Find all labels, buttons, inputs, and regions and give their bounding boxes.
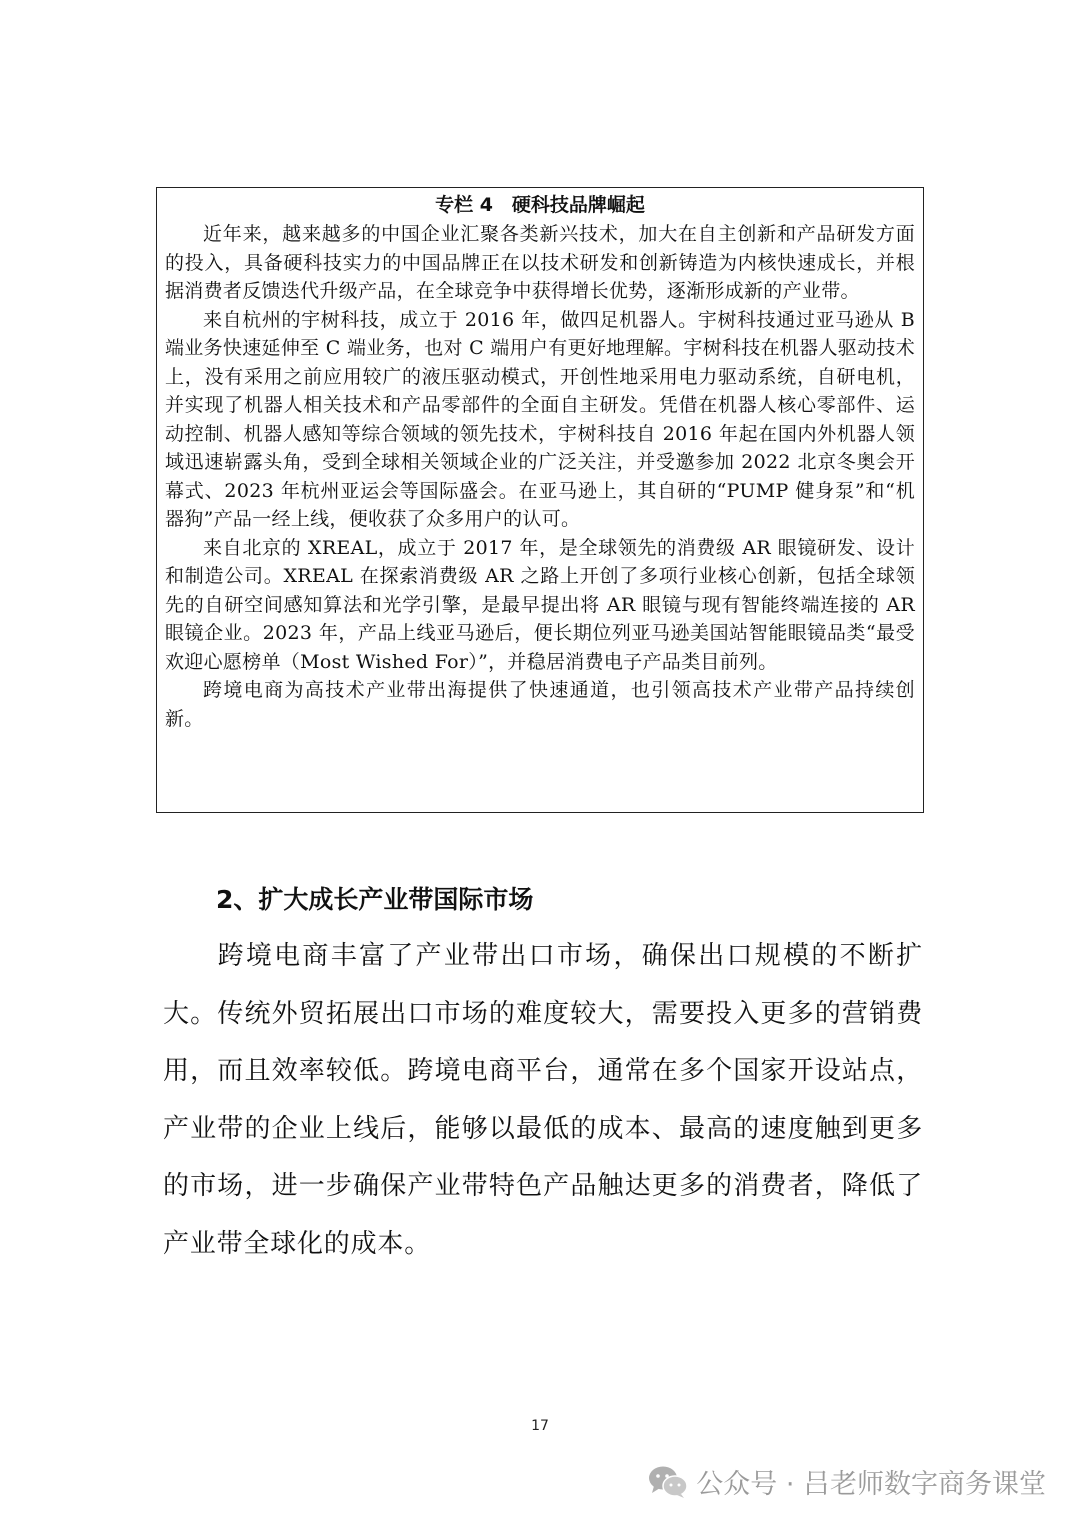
- box-paragraph-unitree: 来自杭州的宇树科技，成立于 2016 年，做四足机器人。宇树科技通过亚马逊从 B 端业务快速延伸至 C 端业务，也对 C 端用户有更好地理解。宇树科技在机器人驱动技术上，没有采用之前应用较广的液压驱动模式，开创性地采用电力驱动系统，自研电机，并实现了机器人相关技术和产品零部件的全面自主研发。凭借在机器人核心零部件、运动控制、机器人感知等综合领域的领先技术，宇树科技自 2016 年起在国内外机器人领域迅速崭露头角，受到全球相关领域企业的广泛关注，并受邀参加 2022 北京冬奥会开幕式、2023 年杭州亚运会等国际盛会。在亚马逊上，其自研的“PUMP 健身泵”和“机器狗”产品一经上线，便收获了众多用户的认可。: [165, 308, 915, 530]
- wechat-icon: [648, 1465, 688, 1499]
- box-title: 专栏 4 硬科技品牌崛起: [435, 194, 645, 216]
- watermark-text: 公众号 · 吕老师数字商务课堂: [696, 1469, 1046, 1500]
- sidebar-box: [156, 187, 924, 813]
- section-body-paragraph: 跨境电商丰富了产业带出口市场，确保出口规模的不断扩大。传统外贸拓展出口市场的难度较大，需要投入更多的营销费用，而且效率较低。跨境电商平台，通常在多个国家开设站点，产业带的企业上线后，能够以最低的成本、最高的速度触到更多的市场，进一步确保产业带特色产品触达更多的消费者，降低了产业带全球化的成本。: [163, 941, 923, 1259]
- box-paragraph-conclusion: 跨境电商为高技术产业带出海提供了快速通道，也引领高技术产业带产品持续创新。: [165, 679, 915, 730]
- section-heading: 2、扩大成长产业带国际市场: [216, 885, 534, 914]
- box-paragraph-xreal: 来自北京的 XREAL，成立于 2017 年，是全球领先的消费级 AR 眼镜研发、设计和制造公司。XREAL 在探索消费级 AR 之路上开创了多项行业核心创新，包括全球领先的自研空间感知算法和光学引擎，是最早提出将 AR 眼镜与现有智能终端连接的 AR 眼镜企业。2023 年，产品上线亚马逊后，便长期位列亚马逊美国站智能眼镜品类“最受欢迎心愿榜单（Most Wished For）”，并稳居消费电子产品类目前列。: [165, 536, 915, 673]
- watermark: [648, 1462, 1046, 1501]
- page-number: 17: [531, 1418, 549, 1434]
- box-paragraph-intro: 近年来，越来越多的中国企业汇聚各类新兴技术，加大在自主创新和产品研发方面的投入，具备硬科技实力的中国品牌正在以技术研发和创新铸造为内核快速成长，并根据消费者反馈迭代升级产品，在全球竞争中获得增长优势，逐渐形成新的产业带。: [165, 223, 915, 302]
